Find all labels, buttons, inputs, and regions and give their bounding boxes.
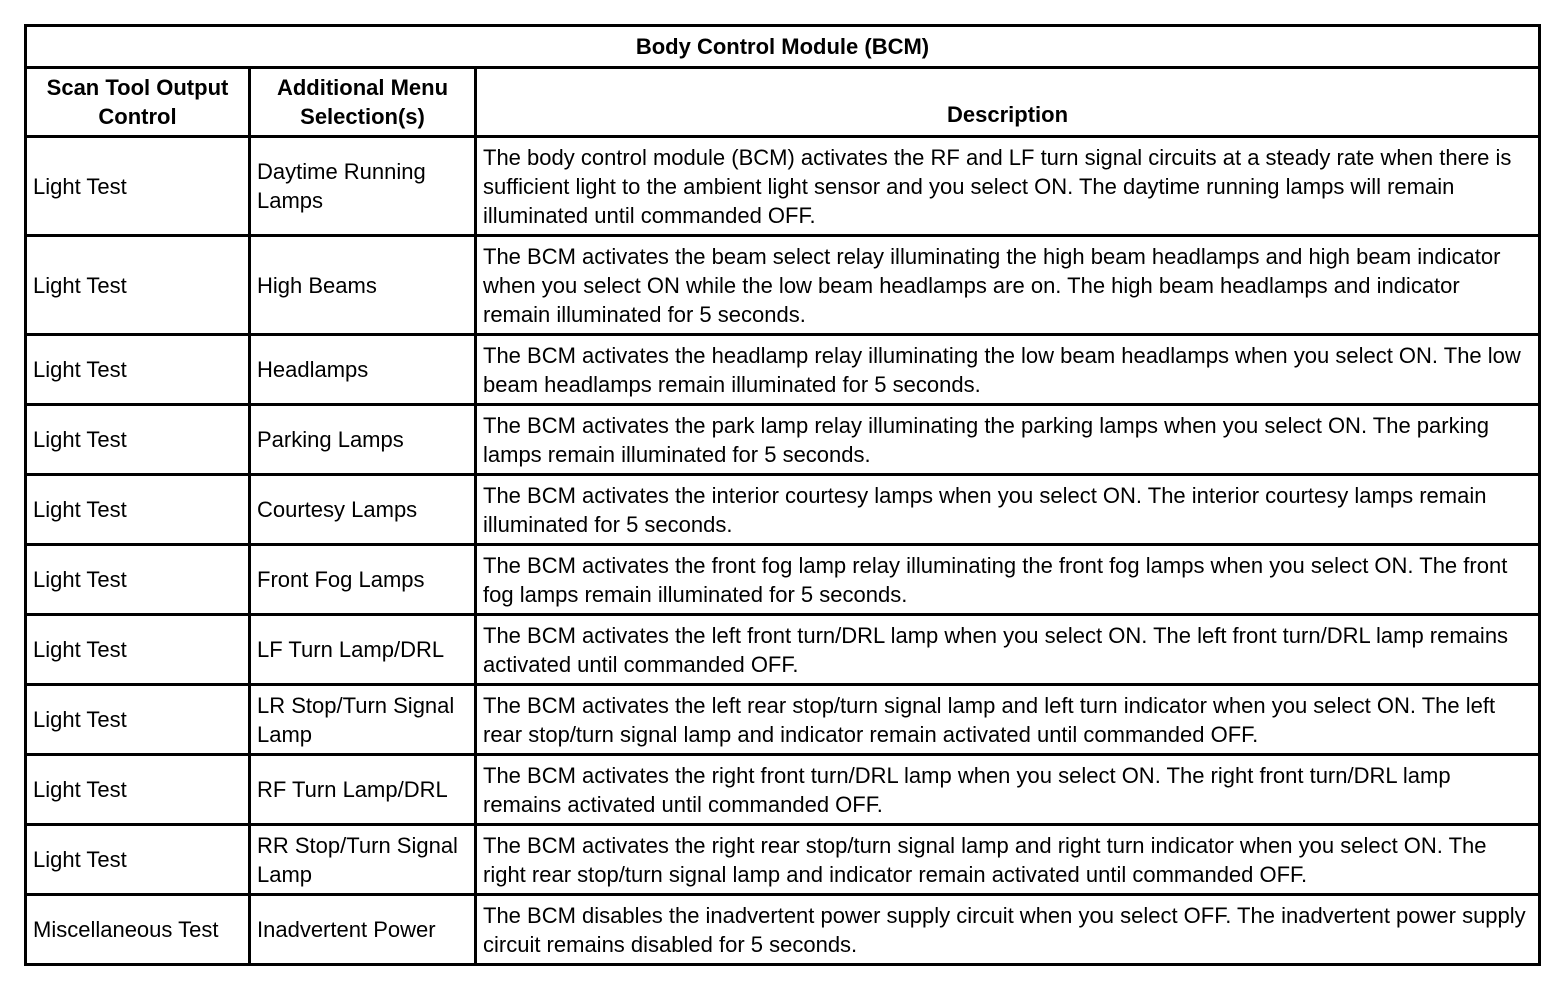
header-description: Description [476,68,1540,137]
row-description: The BCM activates the left rear stop/turn signal lamp and left turn indicator when you select ON. The left rear stop/turn signal lamp and indicator remain activated until commanded OFF. [476,685,1540,755]
row-selection: Inadvertent Power [250,895,476,965]
table-row [26,405,1540,475]
table-row [26,825,1540,895]
row-selection: Daytime Running Lamps [250,137,476,236]
row-description: The BCM activates the interior courtesy lamps when you select ON. The interior courtesy lamps remain illuminated for 5 seconds. [476,475,1540,545]
table-row [26,335,1540,405]
row-description: The BCM activates the beam select relay illuminating the high beam headlamps and high beam indicator when you select ON while the low beam headlamps are on. The high beam headlamps and indicator remain illuminated for 5 seconds. [476,236,1540,335]
row-control: Light Test [26,755,250,825]
row-selection: Parking Lamps [250,405,476,475]
table-row [26,755,1540,825]
row-selection: LF Turn Lamp/DRL [250,615,476,685]
row-control: Light Test [26,335,250,405]
row-control: Light Test [26,615,250,685]
bcm-output-control-table [24,24,1541,966]
row-selection: RR Stop/Turn Signal Lamp [250,825,476,895]
row-description: The BCM activates the park lamp relay illuminating the parking lamps when you select ON. The parking lamps remain illuminated for 5 seconds. [476,405,1540,475]
row-selection: High Beams [250,236,476,335]
row-control: Light Test [26,475,250,545]
row-selection: LR Stop/Turn Signal Lamp [250,685,476,755]
row-selection: Courtesy Lamps [250,475,476,545]
row-selection: Front Fog Lamps [250,545,476,615]
header-scan-tool-output-control: Scan Tool Output Control [26,68,250,137]
row-description: The BCM disables the inadvertent power supply circuit when you select OFF. The inadvertent power supply circuit remains disabled for 5 seconds. [476,895,1540,965]
table-row [26,137,1540,236]
table-row [26,236,1540,335]
header-additional-menu-selections: Additional Menu Selection(s) [250,68,476,137]
row-control: Light Test [26,685,250,755]
row-control: Light Test [26,825,250,895]
row-control: Miscellaneous Test [26,895,250,965]
table-row [26,615,1540,685]
table-row [26,685,1540,755]
row-description: The BCM activates the right front turn/DRL lamp when you select ON. The right front turn/DRL lamp remains activated until commanded OFF. [476,755,1540,825]
row-control: Light Test [26,405,250,475]
row-description: The BCM activates the left front turn/DRL lamp when you select ON. The left front turn/DRL lamp remains activated until commanded OFF. [476,615,1540,685]
row-selection: Headlamps [250,335,476,405]
table-row [26,895,1540,965]
row-description: The BCM activates the headlamp relay illuminating the low beam headlamps when you select ON. The low beam headlamps remain illuminated for 5 seconds. [476,335,1540,405]
row-description: The BCM activates the front fog lamp relay illuminating the front fog lamps when you select ON. The front fog lamps remain illuminated for 5 seconds. [476,545,1540,615]
row-control: Light Test [26,236,250,335]
row-control: Light Test [26,545,250,615]
row-control: Light Test [26,137,250,236]
table-title: Body Control Module (BCM) [26,26,1540,68]
row-selection: RF Turn Lamp/DRL [250,755,476,825]
table-row [26,475,1540,545]
table-row [26,545,1540,615]
row-description: The body control module (BCM) activates the RF and LF turn signal circuits at a steady rate when there is sufficient light to the ambient light sensor and you select ON. The daytime running lamps will remain illuminated until commanded OFF. [476,137,1540,236]
row-description: The BCM activates the right rear stop/turn signal lamp and right turn indicator when you select ON. The right rear stop/turn signal lamp and indicator remain activated until commanded OFF. [476,825,1540,895]
